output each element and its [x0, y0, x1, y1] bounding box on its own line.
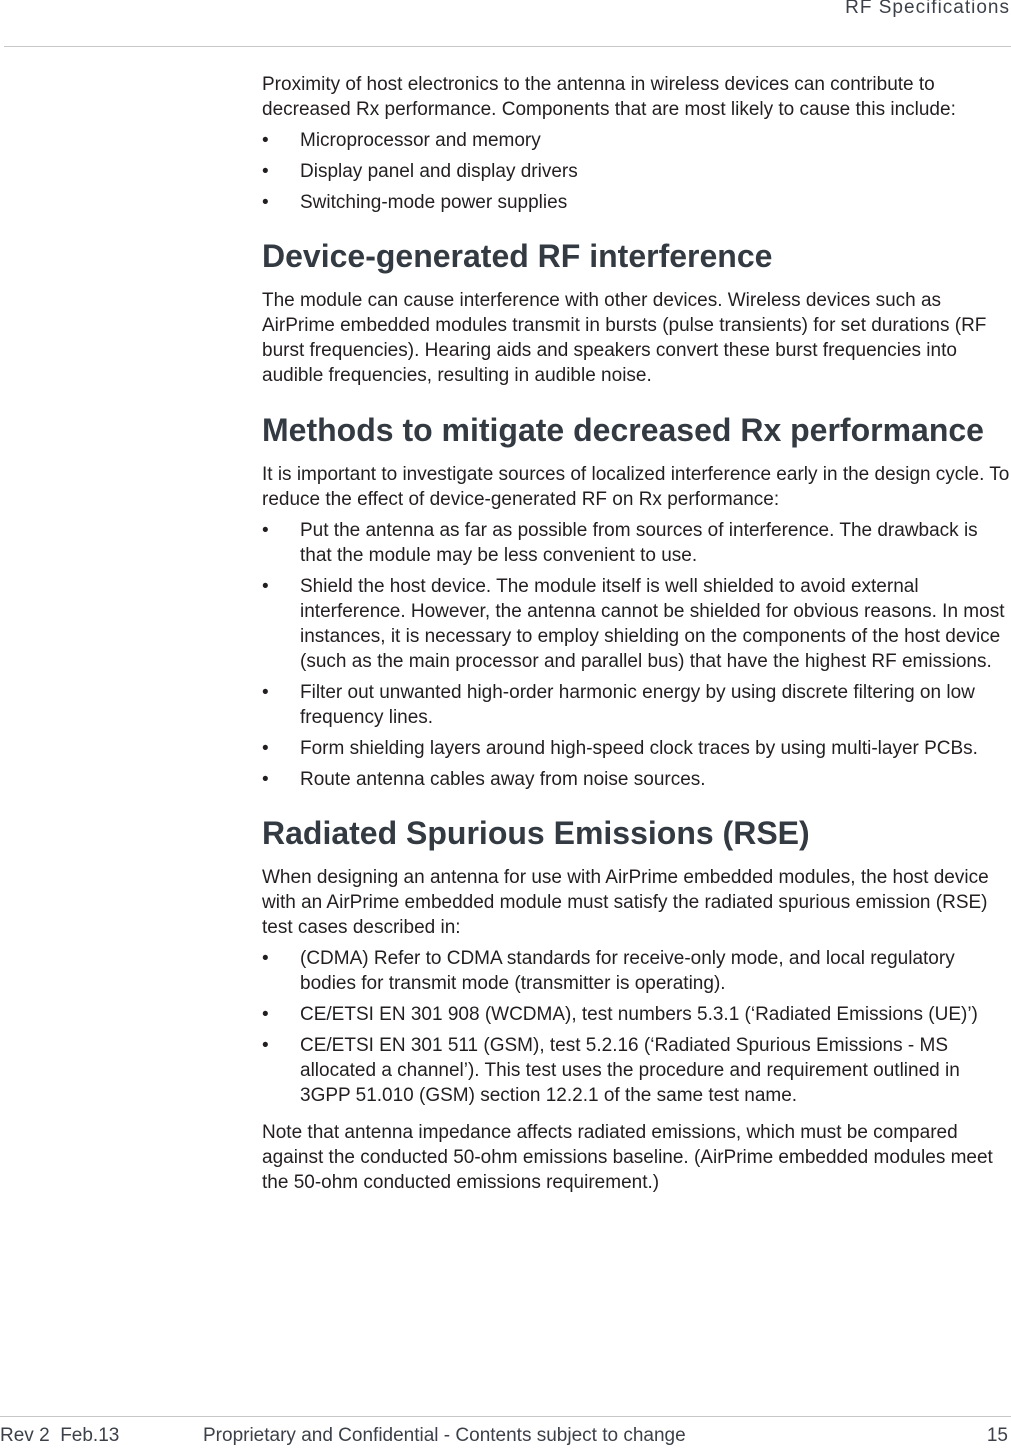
bullet-icon: • — [262, 192, 269, 213]
section-paragraph: The module can cause interference with other devices. Wireless devices such as AirPrime embedded modules transmit in bursts (pulse transients) for set durations (RF burst frequencies). Hearing aids and speakers convert these burst frequencies into audible frequencies, resulting in audible noise. — [262, 290, 987, 386]
list-item: • (CDMA) Refer to CDMA standards for receive-only mode, and local regulatory bodies for transmit mode (transmitter is operating). — [262, 948, 955, 994]
list-item: • Filter out unwanted high-order harmonic energy by using discrete filtering on low frequency lines. — [262, 682, 975, 728]
list-item: • Switching-mode power supplies — [262, 192, 568, 213]
list-item: • Display panel and display drivers — [262, 161, 578, 182]
section-paragraph: When designing an antenna for use with AirPrime embedded modules, the host device with an AirPrime embedded module must satisfy the radiated spurious emission (RSE) test cases described in: — [262, 867, 989, 938]
list-item: • Shield the host device. The module itself is well shielded to avoid external interference. However, the antenna cannot be shielded for obvious reasons. In most instances, it is necessary to employ shielding on the components of the host device (such as the main processor and parallel bus) that have the highest RF emissions. — [262, 576, 1005, 672]
rse-bullet-list — [262, 946, 1011, 1108]
bullet-icon: • — [262, 1004, 269, 1025]
section-paragraph: It is important to investigate sources of localized interference early in the design cycle. To reduce the effect of device-generated RF on Rx performance: — [262, 464, 1010, 510]
list-item: • Route antenna cables away from noise sources. — [262, 769, 706, 790]
bullet-icon: • — [262, 161, 269, 182]
mitigation-bullet-list — [262, 518, 1011, 792]
page-header-title: RF Specifications — [845, 0, 1010, 18]
bullet-icon: • — [262, 948, 269, 969]
list-item: • Put the antenna as far as possible from sources of interference. The drawback is that the module may be less convenient to use. — [262, 520, 978, 566]
bullet-icon: • — [262, 769, 269, 790]
document-body — [262, 72, 1011, 1195]
list-item: • Microprocessor and memory — [262, 130, 541, 151]
bullet-icon: • — [262, 682, 269, 703]
note-paragraph: Note that antenna impedance affects radiated emissions, which must be compared against the conducted 50-ohm emissions baseline. (AirPrime embedded modules meet the 50-ohm conducted emissions requirement.) — [262, 1122, 993, 1193]
list-item: • Form shielding layers around high-speed clock traces by using multi-layer PCBs. — [262, 738, 978, 759]
intro-bullet-list — [262, 128, 1011, 215]
section-heading: Device-generated RF interference — [262, 238, 773, 274]
header-divider — [4, 46, 1011, 47]
section-heading: Methods to mitigate decreased Rx performance — [262, 412, 984, 448]
footer-revision: Rev 2 Feb.13 — [0, 1425, 120, 1446]
bullet-icon: • — [262, 576, 269, 597]
section-heading: Radiated Spurious Emissions (RSE) — [262, 815, 810, 851]
intro-paragraph: Proximity of host electronics to the antenna in wireless devices can contribute to decreased Rx performance. Components that are most likely to cause this include: — [262, 74, 956, 120]
list-item: • CE/ETSI EN 301 511 (GSM), test 5.2.16 (‘Radiated Spurious Emissions - MS allocated a channel’). This test uses the procedure and requirement outlined in 3GPP 51.010 (GSM) section 12.2.1 of the same test name. — [262, 1035, 960, 1106]
bullet-icon: • — [262, 130, 269, 151]
footer-confidential-notice: Proprietary and Confidential - Contents subject to change — [203, 1425, 686, 1446]
bullet-icon: • — [262, 738, 269, 759]
list-item: • CE/ETSI EN 301 908 (WCDMA), test numbers 5.3.1 (‘Radiated Emissions (UE)’) — [262, 1004, 978, 1025]
bullet-icon: • — [262, 1035, 269, 1056]
page-number: 15 — [986, 1425, 1008, 1446]
footer-divider — [0, 1416, 1011, 1417]
bullet-icon: • — [262, 520, 269, 541]
